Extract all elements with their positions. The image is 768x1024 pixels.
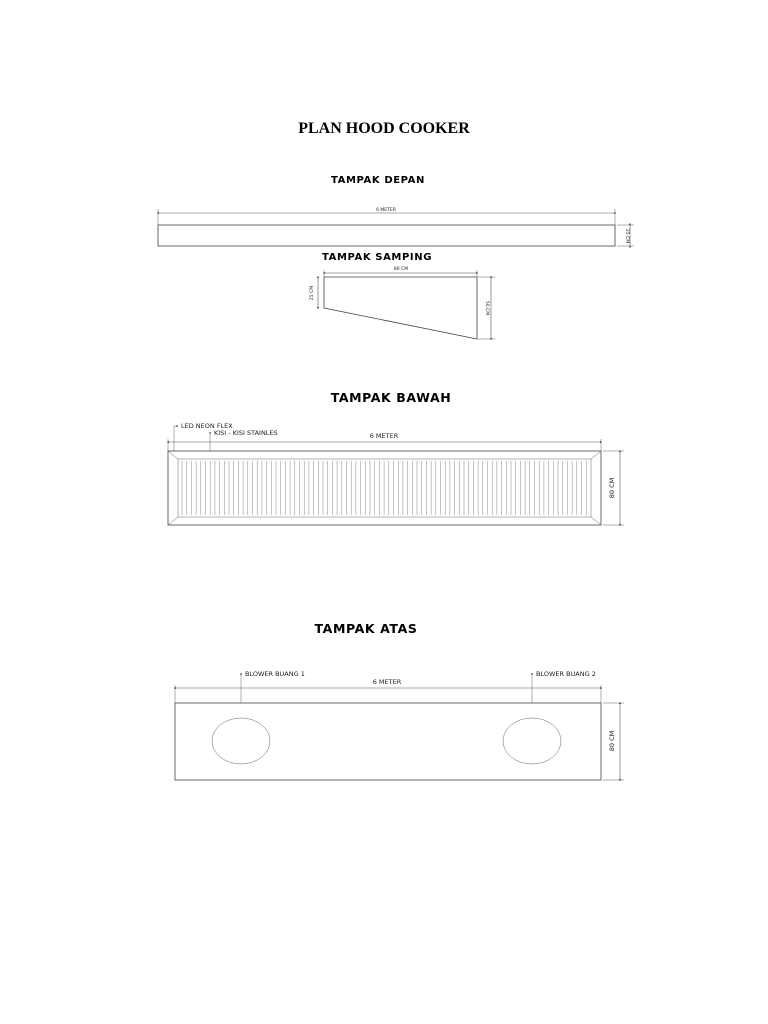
top-hood-body	[175, 703, 601, 780]
front-hood-body	[158, 225, 615, 246]
top-length-label: 6 METER	[372, 678, 402, 686]
side-hood-profile	[324, 277, 477, 339]
page-title: PLAN HOOD COOKER	[298, 120, 470, 137]
side-back-height-label: 50 CM	[484, 300, 489, 316]
side-front-height-label: 25 CM	[310, 285, 315, 301]
top-depth-label: 80 CM	[608, 730, 616, 752]
led-neon-flex-label: LED NEON FLEX	[181, 422, 233, 430]
top-view-heading: TAMPAK ATAS	[314, 621, 418, 636]
front-view	[158, 175, 634, 247]
blower-2-label: BLOWER BUANG 2	[536, 670, 596, 678]
grille-label: KISI - KISI STAINLES	[214, 429, 278, 437]
blower-1-label: BLOWER BUANG 1	[245, 670, 305, 678]
bottom-length-label: 6 METER	[369, 432, 399, 440]
bottom-view-heading: TAMPAK BAWAH	[330, 390, 452, 405]
side-depth-label: 80 CM	[393, 267, 409, 272]
side-view-heading: TAMPAK SAMPING	[321, 252, 433, 263]
bottom-view	[168, 390, 624, 525]
side-view	[309, 252, 495, 339]
top-view	[175, 621, 624, 780]
front-height-label: 25 CM	[624, 228, 629, 244]
bottom-depth-label: 80 CM	[608, 477, 616, 499]
front-view-heading: TAMPAK DEPAN	[331, 175, 425, 186]
bottom-hood-frame	[168, 451, 601, 525]
front-length-label: 6 METER	[376, 208, 396, 213]
